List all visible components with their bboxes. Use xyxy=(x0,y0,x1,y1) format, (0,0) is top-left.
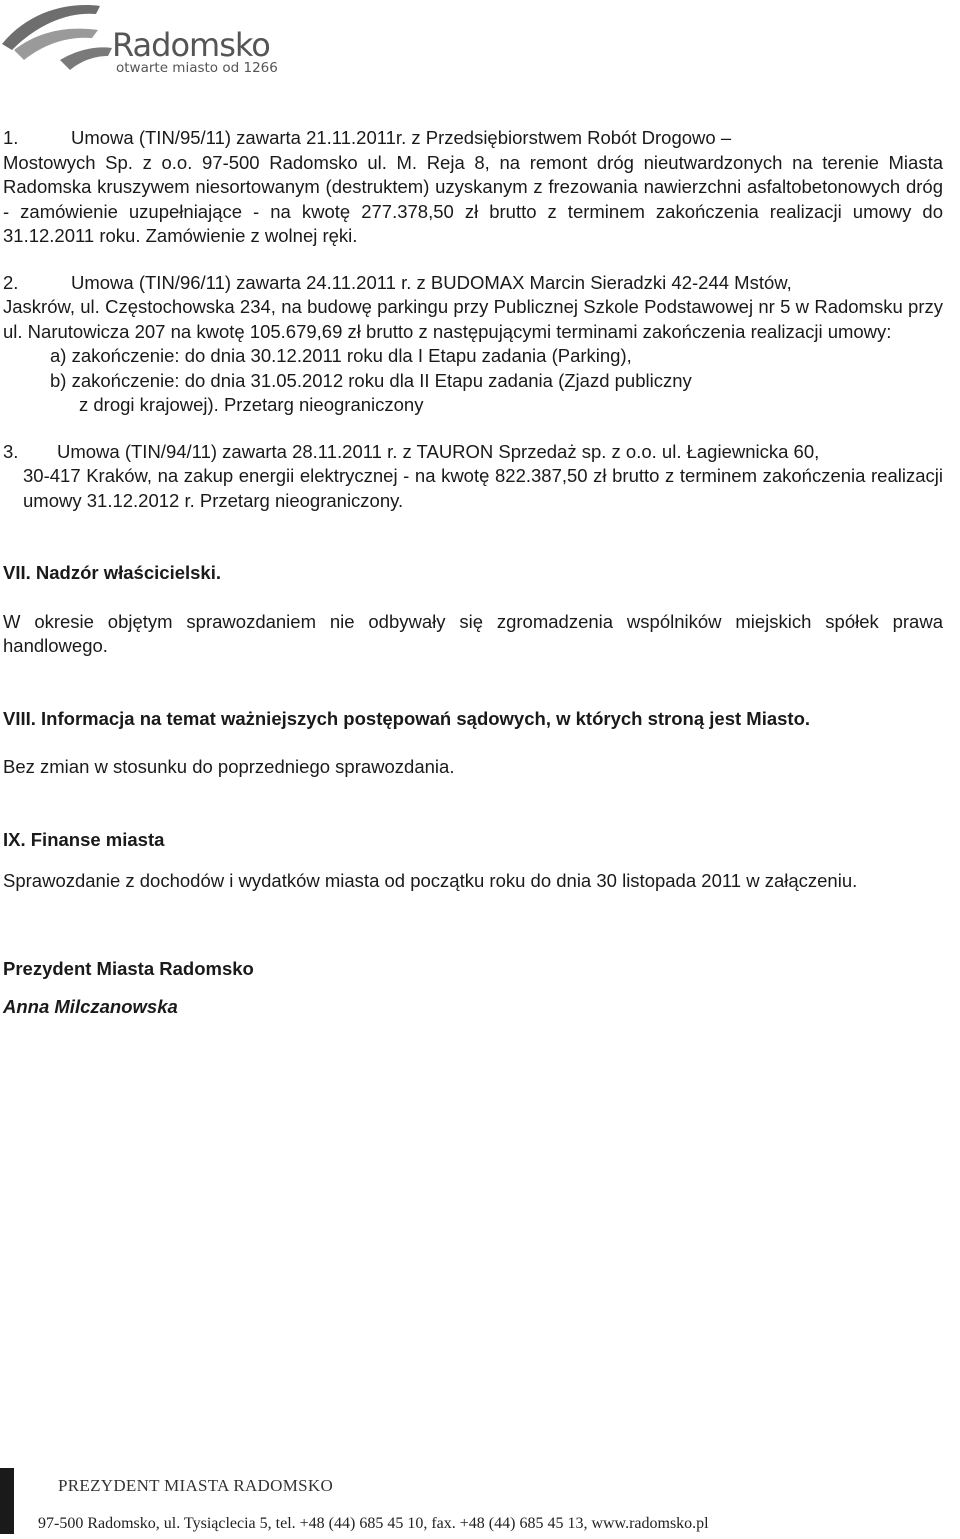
document-body xyxy=(3,126,943,1019)
contract-item-2-sub-b-cont: z drogi krajowej). Przetarg nieograniczony xyxy=(79,394,424,415)
footer-title: PREZYDENT MIASTA RADOMSKO xyxy=(58,1476,334,1495)
contract-item-2-sub-a: a) zakończenie: do dnia 30.12.2011 roku dla I Etapu zadania (Parking), xyxy=(50,345,632,366)
signature-title: Prezydent Miasta Radomsko xyxy=(3,958,254,979)
contract-item-1-first-line: Umowa (TIN/95/11) zawarta 21.11.2011r. z Przedsiębiorstwem Robót Drogowo – xyxy=(71,127,732,148)
logo-wordmark: Radomsko xyxy=(112,26,270,64)
contract-item-1-text: Mostowych Sp. z o.o. 97-500 Radomsko ul. M. Reja 8, na remont dróg nieutwardzonych na terenie Miasta Radomska kruszywem niesortowanym (destruktem) uzyskanym z frezowania nawierzchni asfaltobetonowych dróg - zamówienie uzupełniające - na kwotę 277.378,50 zł brutto z terminem zakończenia realizacji umowy do 31.12.2011 roku. Zamówienie z wolnej ręki. xyxy=(3,151,943,246)
footer-bar xyxy=(0,1468,14,1534)
contract-item-3-first-line: Umowa (TIN/94/11) zawarta 28.11.2011 r. z TAURON Sprzedaż sp. z o.o. ul. Łagiewnicka 60, xyxy=(57,440,820,462)
section-7-text: W okresie objętym sprawozdaniem nie odbywały się zgromadzenia wspólników miejskich spółek prawa handlowego. xyxy=(3,610,943,656)
contract-item-1: 1. Umowa (TIN/95/11) zawarta 21.11.2011r. z Przedsiębiorstwem Robót Drogowo – xyxy=(3,127,732,148)
section-7-heading: VII. Nadzór właścicielski. xyxy=(3,562,221,583)
section-8-text: Bez zmian w stosunku do poprzedniego sprawozdania. xyxy=(3,756,455,777)
contract-item-2-sub-b: b) zakończenie: do dnia 31.05.2012 roku dla II Etapu zadania (Zjazd publiczny xyxy=(50,369,692,391)
contract-item-2-text: Jaskrów, ul. Częstochowska 234, na budowę parkingu przy Publicznej Szkole Podstawowej nr 5 w Radomsku przy ul. Narutowicza 207 na kwotę 105.679,69 zł brutto z następującymi terminami zakończenia realizacji umowy: xyxy=(3,296,943,342)
letterhead xyxy=(0,0,300,90)
section-8-heading: VIII. Informacja na temat ważniejszych postępowań sądowych, w których stroną jest Miasto. xyxy=(3,707,811,729)
contract-item-2-first-line: Umowa (TIN/96/11) zawarta 24.11.2011 r. z BUDOMAX Marcin Sieradzki 42-244 Mstów, xyxy=(71,271,792,293)
section-9-heading: IX. Finanse miasta xyxy=(3,828,165,850)
footer-address: 97-500 Radomsko, ul. Tysiąclecia 5, tel. +48 (44) 685 45 10, fax. +48 (44) 685 45 13, www.radomsko.pl xyxy=(38,1515,709,1532)
signature-name: Anna Milczanowska xyxy=(3,995,178,1017)
contract-item-2: 2. Umowa (TIN/96/11) zawarta 24.11.2011 r. z BUDOMAX Marcin Sieradzki 42-244 Mstów, xyxy=(3,271,792,293)
radomsko-logo-icon xyxy=(0,0,120,80)
section-9-text: Sprawozdanie z dochodów i wydatków miasta od początku roku do dnia 30 listopada 2011 w załączeniu. xyxy=(3,870,858,891)
contract-item-3: 3. Umowa (TIN/94/11) zawarta 28.11.2011 r. z TAURON Sprzedaż sp. z o.o. ul. Łagiewnicka 60, xyxy=(3,440,820,462)
contract-item-3-text: 30-417 Kraków, na zakup energii elektrycznej - na kwotę 822.387,50 zł brutto z terminem zakończenia realizacji umowy 31.12.2012 r. Przetarg nieograniczony. xyxy=(23,465,943,511)
logo-tagline: otwarte miasto od 1266 xyxy=(116,60,278,76)
